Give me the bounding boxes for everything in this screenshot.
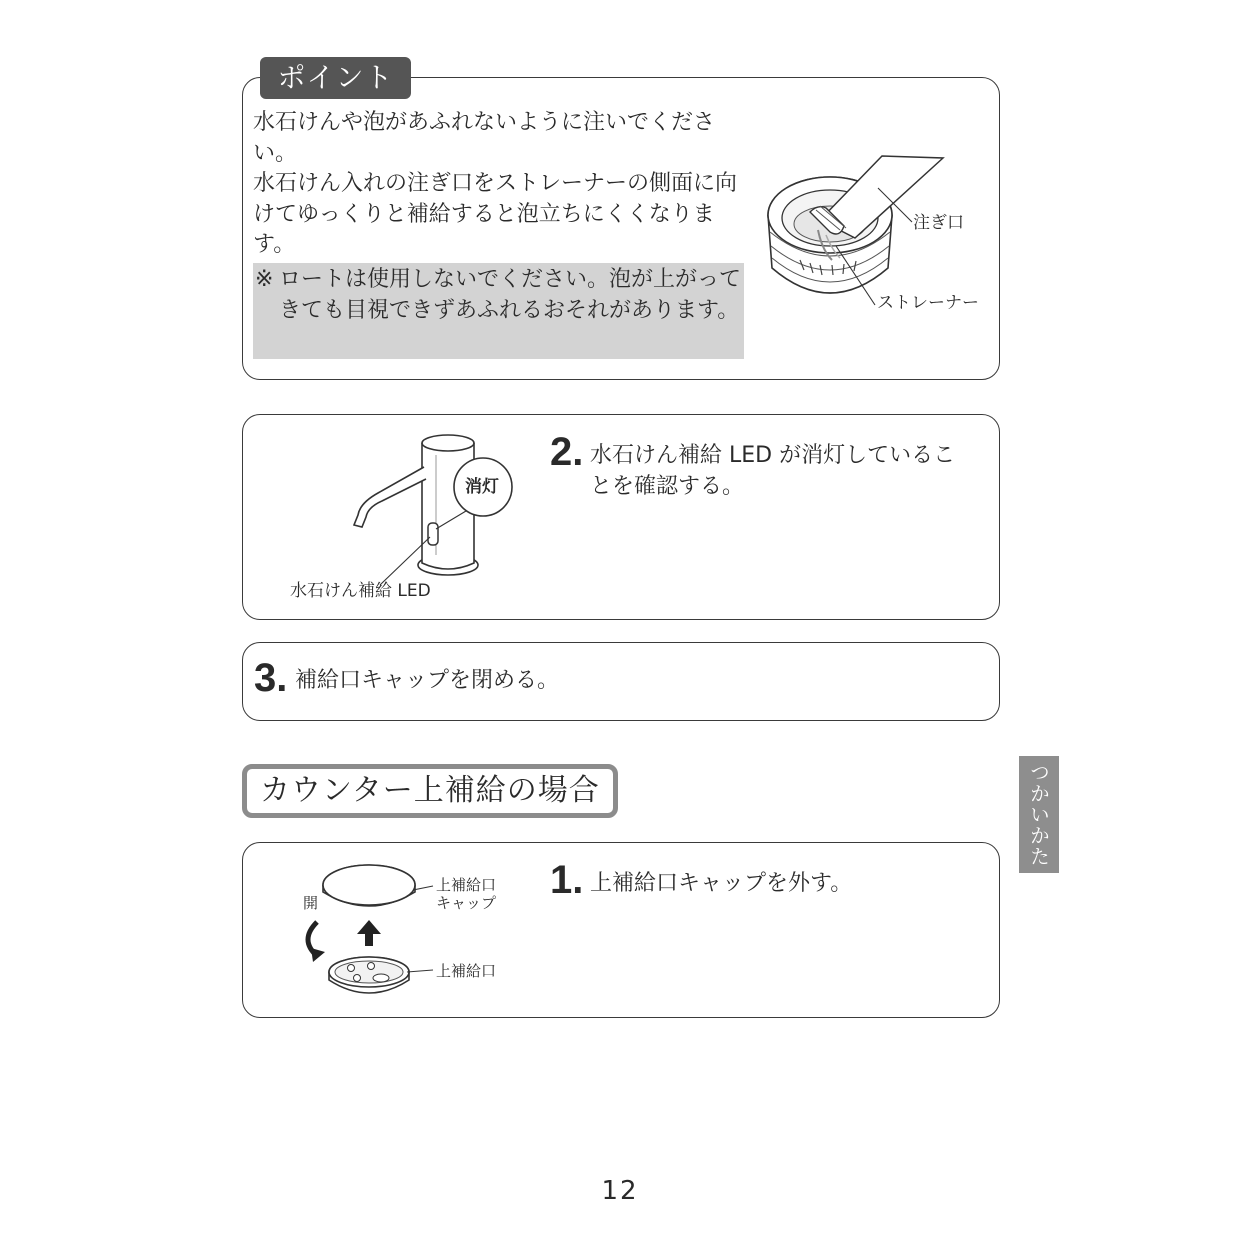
step-1-number: 1. bbox=[550, 858, 584, 902]
cap-label-line-1: 上補給口 bbox=[436, 876, 497, 894]
step-2-text: 水石けん補給 LED が消灯していることを確認する。 bbox=[590, 443, 956, 499]
point-paragraph-2: 水石けん入れの注ぎ口をストレーナーの側面に向けてゆっくりと補給すると泡立ちにくくなります。 bbox=[253, 171, 738, 257]
point-paragraph-1: 水石けんや泡があふれないように注いでください。 bbox=[253, 110, 716, 166]
section-header: カウンター上補給の場合 bbox=[242, 764, 618, 818]
step-1-text: 上補給口キャップを外す。 bbox=[590, 871, 853, 896]
port-label: 上補給口 bbox=[436, 962, 497, 980]
note-mark: ※ bbox=[255, 267, 274, 292]
up-arrow-icon bbox=[357, 920, 381, 946]
faucet-illustration bbox=[340, 425, 520, 585]
point-tag: ポイント bbox=[260, 57, 411, 99]
side-tab: つかいかた bbox=[1019, 756, 1059, 873]
note-text: ロートは使用しないでください。泡が上がってきても目視できずあふれるおそれがあります。 bbox=[279, 267, 742, 323]
step-3-text: 補給口キャップを閉める。 bbox=[295, 668, 560, 693]
step-3-number: 3. bbox=[254, 656, 288, 700]
open-label: 開 bbox=[303, 894, 319, 912]
strainer-label: ストレーナー bbox=[877, 293, 979, 313]
cap-label-line-2: キャップ bbox=[436, 894, 497, 912]
point-caution-note bbox=[253, 263, 744, 359]
spout-label: 注ぎ口 bbox=[913, 213, 964, 233]
led-off-label: 消灯 bbox=[465, 477, 499, 497]
step-2-number: 2. bbox=[550, 430, 584, 474]
cap-removal-illustration bbox=[295, 850, 435, 1010]
page-number: 12 bbox=[601, 1176, 639, 1206]
led-label: 水石けん補給 LED bbox=[290, 581, 431, 601]
